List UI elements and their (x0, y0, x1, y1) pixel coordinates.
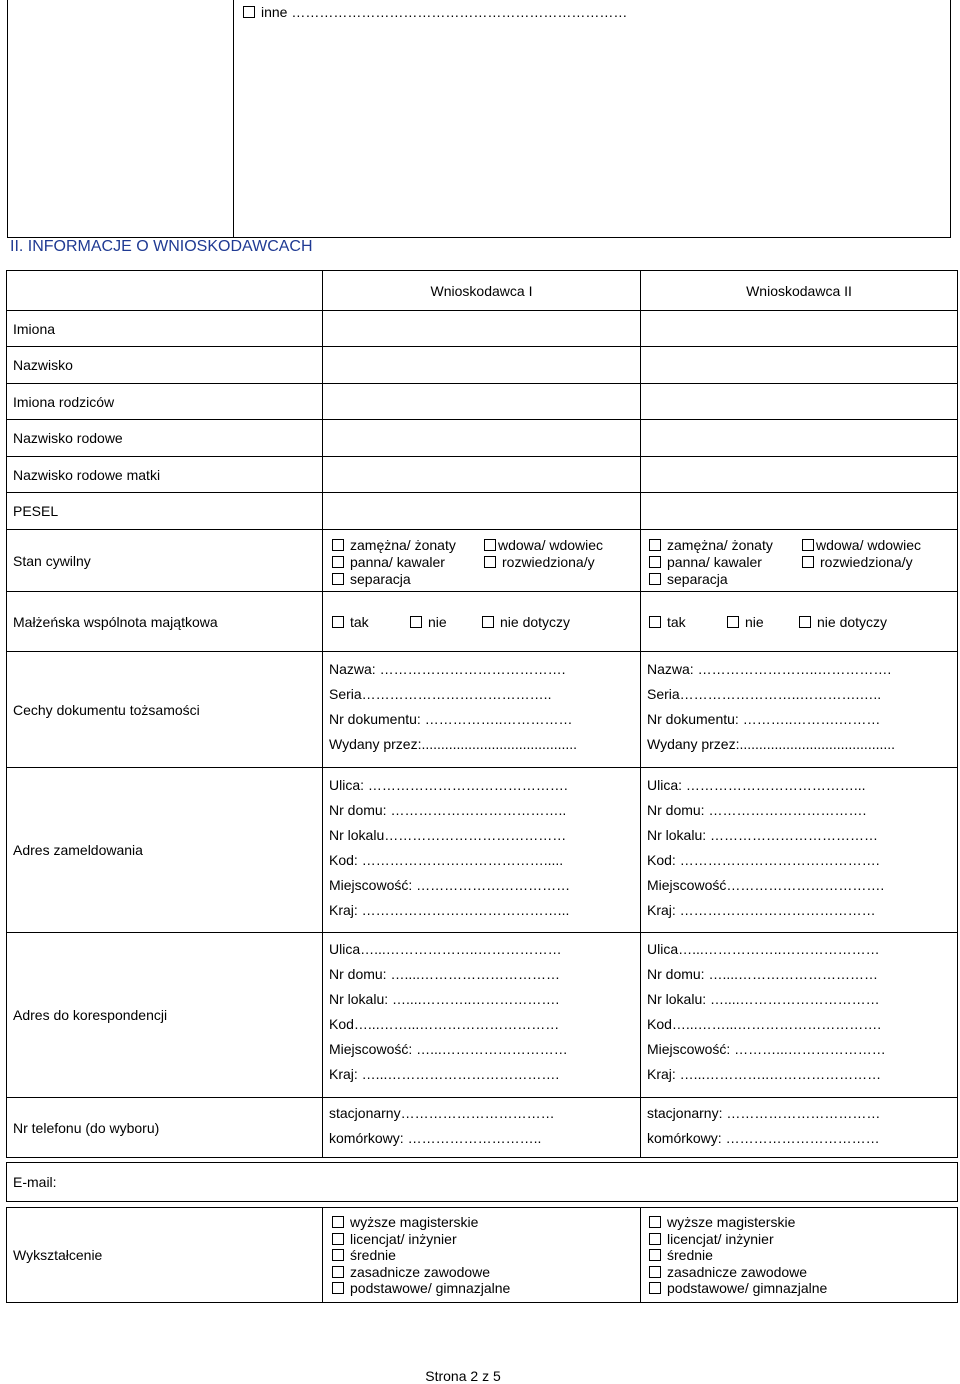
opt-tak-w1[interactable]: tak (332, 614, 369, 630)
opt-wdowa-w1[interactable]: wdowa/ wdowiec (484, 537, 603, 554)
col-divider-2 (640, 271, 641, 1157)
korespondencja-w2-nr-domu: Nr domu: …....………………………… (647, 966, 879, 982)
inne-checkbox[interactable] (243, 6, 255, 18)
korespondencja-w1-kod: Kod…...……...………………………… (329, 1016, 560, 1032)
opt-nie-dotyczy-w2[interactable]: nie dotyczy (799, 614, 887, 630)
opt-nie-dotyczy-w1[interactable]: nie dotyczy (482, 614, 570, 630)
korespondencja-w1-nr-lokalu: Nr lokalu: …....………..………………. (329, 991, 560, 1007)
opt-tak-w2[interactable]: tak (649, 614, 686, 630)
checkbox[interactable] (802, 539, 814, 551)
zameldowanie-w1-ulica: Ulica: ……………………………………. (329, 777, 568, 793)
header-w1: Wnioskodawca I (430, 283, 533, 299)
checkbox[interactable] (332, 573, 344, 585)
opt-separacja-w2[interactable]: separacja (649, 571, 728, 588)
label-imiona: Imiona (13, 321, 56, 337)
checkbox[interactable] (484, 539, 496, 551)
wyksztalcenie-w1 (332, 1214, 637, 1297)
zameldowanie-w1-kod: Kod: …………………………………..... (329, 852, 564, 868)
checkbox[interactable] (649, 539, 661, 551)
dokument-w2-seria: Seria……………………..………….….. (647, 686, 882, 702)
wyksztalcenie-w2 (649, 1214, 954, 1297)
zameldowanie-w2-miejscowosc: Miejscowość……………………………. (647, 877, 885, 893)
dokument-w2-wydany: Wydany przez:........................................ (647, 736, 896, 752)
checkbox[interactable] (332, 556, 344, 568)
checkbox[interactable] (649, 1233, 661, 1245)
label-wyksztalcenie: Wykształcenie (13, 1247, 103, 1263)
dokument-w1-nazwa: Nazwa: …………………………………. (329, 661, 566, 677)
checkbox[interactable] (332, 1216, 344, 1228)
korespondencja-w1-ulica: Ulica…...………………..……………… (329, 941, 562, 957)
opt-wyzsze-w1[interactable]: wyższe magisterskie (332, 1214, 637, 1231)
telefon-w2-stacjonarny: stacjonarny: …………………………… (647, 1105, 881, 1121)
applicants-table (6, 270, 958, 1158)
checkbox[interactable] (649, 616, 661, 628)
dokument-w2[interactable] (647, 657, 955, 757)
dokument-w2-nr: Nr dokumentu: ………..……….……… (647, 711, 881, 727)
section-heading: II. INFORMACJE O WNIOSKODAWCACH (10, 238, 313, 255)
telefon-w1[interactable] (329, 1101, 637, 1151)
checkbox[interactable] (649, 573, 661, 585)
edu-col-divider-2 (640, 1208, 641, 1302)
korespondencja-w1-kraj: Kraj: …...………………………………. (329, 1066, 560, 1082)
telefon-w1-stacjonarny: stacjonarny…………………………… (329, 1105, 555, 1121)
zameldowanie-w2-ulica: Ulica: ………………………………... (647, 777, 866, 793)
checkbox[interactable] (649, 1216, 661, 1228)
zameldowanie-w2-nr-domu: Nr domu: ……………………………. (647, 802, 867, 818)
telefon-w2[interactable] (647, 1101, 955, 1151)
label-nazwisko-rodowe: Nazwisko rodowe (13, 430, 123, 446)
label-nazwisko-rodowe-matki: Nazwisko rodowe matki (13, 467, 161, 483)
top-box-divider (233, 0, 234, 237)
opt-rozwiedziona-w1[interactable]: rozwiedziona/y (484, 554, 595, 571)
zameldowanie-w2[interactable] (647, 773, 955, 923)
zameldowanie-w1-miejscowosc: Miejscowość: …………………………… (329, 877, 571, 893)
checkbox[interactable] (799, 616, 811, 628)
opt-licencjat-w1[interactable]: licencjat/ inżynier (332, 1231, 637, 1248)
opt-podstawowe-w1[interactable]: podstawowe/ gimnazjalne (332, 1280, 637, 1297)
label-stan-cywilny: Stan cywilny (13, 553, 91, 569)
checkbox[interactable] (332, 1282, 344, 1294)
checkbox[interactable] (649, 1266, 661, 1278)
opt-wdowa-w2[interactable]: wdowa/ wdowiec (802, 537, 921, 554)
label-imiona-rodzicow: Imiona rodziców (13, 394, 115, 410)
telefon-w1-komorkowy: komórkowy: ……………………….. (329, 1130, 542, 1146)
label-wspolnota: Małżeńska wspólnota majątkowa (13, 614, 218, 630)
zameldowanie-w2-kraj: Kraj: …………………………………… (647, 902, 876, 918)
checkbox[interactable] (802, 556, 814, 568)
checkbox[interactable] (332, 616, 344, 628)
korespondencja-w2[interactable] (647, 937, 955, 1087)
checkbox[interactable] (482, 616, 494, 628)
korespondencja-w2-ulica: Ulica…...……………..………………… (647, 941, 880, 957)
opt-panna-w1[interactable]: panna/ kawaler (332, 554, 445, 571)
telefon-w2-komorkowy: komórkowy: …………………………… (647, 1130, 880, 1146)
korespondencja-w2-kod: Kod…...……...…………………………. (647, 1016, 882, 1032)
korespondencja-w2-kraj: Kraj: …...…………..…………………… (647, 1066, 882, 1082)
zameldowanie-w1[interactable] (329, 773, 637, 923)
dokument-w1-seria: Seria………………………………….. (329, 686, 552, 702)
opt-zamezna-w2[interactable]: zamężna/ żonaty (649, 537, 773, 554)
edu-col-divider-1 (322, 1208, 323, 1302)
korespondencja-w2-miejscowosc: Miejscowość: ………...………………… (647, 1041, 886, 1057)
opt-panna-w2[interactable]: panna/ kawaler (649, 554, 762, 571)
checkbox[interactable] (410, 616, 422, 628)
opt-licencjat-w2[interactable]: licencjat/ inżynier (649, 1231, 954, 1248)
opt-wyzsze-w2[interactable]: wyższe magisterskie (649, 1214, 954, 1231)
email-row[interactable] (6, 1162, 958, 1202)
korespondencja-w1-nr-domu: Nr domu: …....………………………… (329, 966, 561, 982)
dokument-w1[interactable] (329, 657, 637, 757)
label-dokument: Cechy dokumentu tożsamości (13, 702, 200, 718)
label-adres-zameldowania: Adres zameldowania (13, 842, 143, 858)
dokument-w2-nazwa: Nazwa: ……………………..……………. (647, 661, 892, 677)
korespondencja-w2-nr-lokalu: Nr lokalu: …....………………………… (647, 991, 880, 1007)
email-label: E-mail: (13, 1174, 57, 1190)
zameldowanie-w1-nr-lokalu: Nr lokalu………………………………… (329, 827, 567, 843)
inne-option[interactable] (243, 4, 627, 20)
inne-label: inne ……………………………………………………………… (261, 4, 628, 20)
education-table (6, 1207, 958, 1303)
opt-podstawowe-w2[interactable]: podstawowe/ gimnazjalne (649, 1280, 954, 1297)
checkbox[interactable] (332, 1266, 344, 1278)
checkbox[interactable] (727, 616, 739, 628)
opt-zasadnicze-w1[interactable]: zasadnicze zawodowe (332, 1264, 637, 1281)
checkbox[interactable] (484, 556, 496, 568)
col-divider-1 (322, 271, 323, 1157)
opt-zasadnicze-w2[interactable]: zasadnicze zawodowe (649, 1264, 954, 1281)
checkbox[interactable] (649, 1282, 661, 1294)
checkbox[interactable] (332, 539, 344, 551)
korespondencja-w1-miejscowosc: Miejscowość: …...……………………… (329, 1041, 568, 1057)
checkbox[interactable] (649, 1249, 661, 1261)
zameldowanie-w1-nr-domu: Nr domu: ……………………………….. (329, 802, 567, 818)
page-footer: Strona 2 z 5 (425, 1368, 501, 1384)
zameldowanie-w2-kod: Kod: ……………………………………. (647, 852, 880, 868)
opt-srednie-w2[interactable]: średnie (649, 1247, 954, 1264)
label-adres-korespondencji: Adres do korespondencji (13, 1007, 168, 1023)
opt-zamezna-w1[interactable]: zamężna/ żonaty (332, 537, 456, 554)
checkbox[interactable] (332, 1249, 344, 1261)
opt-rozwiedziona-w2[interactable]: rozwiedziona/y (802, 554, 913, 571)
zameldowanie-w1-kraj: Kraj: ……………………………………... (329, 902, 570, 918)
checkbox[interactable] (649, 556, 661, 568)
dokument-w1-nr: Nr dokumentu: ……………..…………… (329, 711, 573, 727)
opt-separacja-w1[interactable]: separacja (332, 571, 411, 588)
top-box (7, 0, 951, 238)
header-w2: Wnioskodawca II (746, 283, 852, 299)
opt-srednie-w1[interactable]: średnie (332, 1247, 637, 1264)
zameldowanie-w2-nr-lokalu: Nr lokalu: ……………………………… (647, 827, 879, 843)
label-nazwisko: Nazwisko (13, 357, 73, 373)
korespondencja-w1[interactable] (329, 937, 637, 1087)
checkbox[interactable] (332, 1233, 344, 1245)
dokument-w1-wydany: Wydany przez:........................................ (329, 736, 578, 752)
opt-nie-w2[interactable]: nie (727, 614, 764, 630)
opt-nie-w1[interactable]: nie (410, 614, 447, 630)
label-pesel: PESEL (13, 503, 59, 519)
label-telefon: Nr telefonu (do wyboru) (13, 1120, 160, 1136)
